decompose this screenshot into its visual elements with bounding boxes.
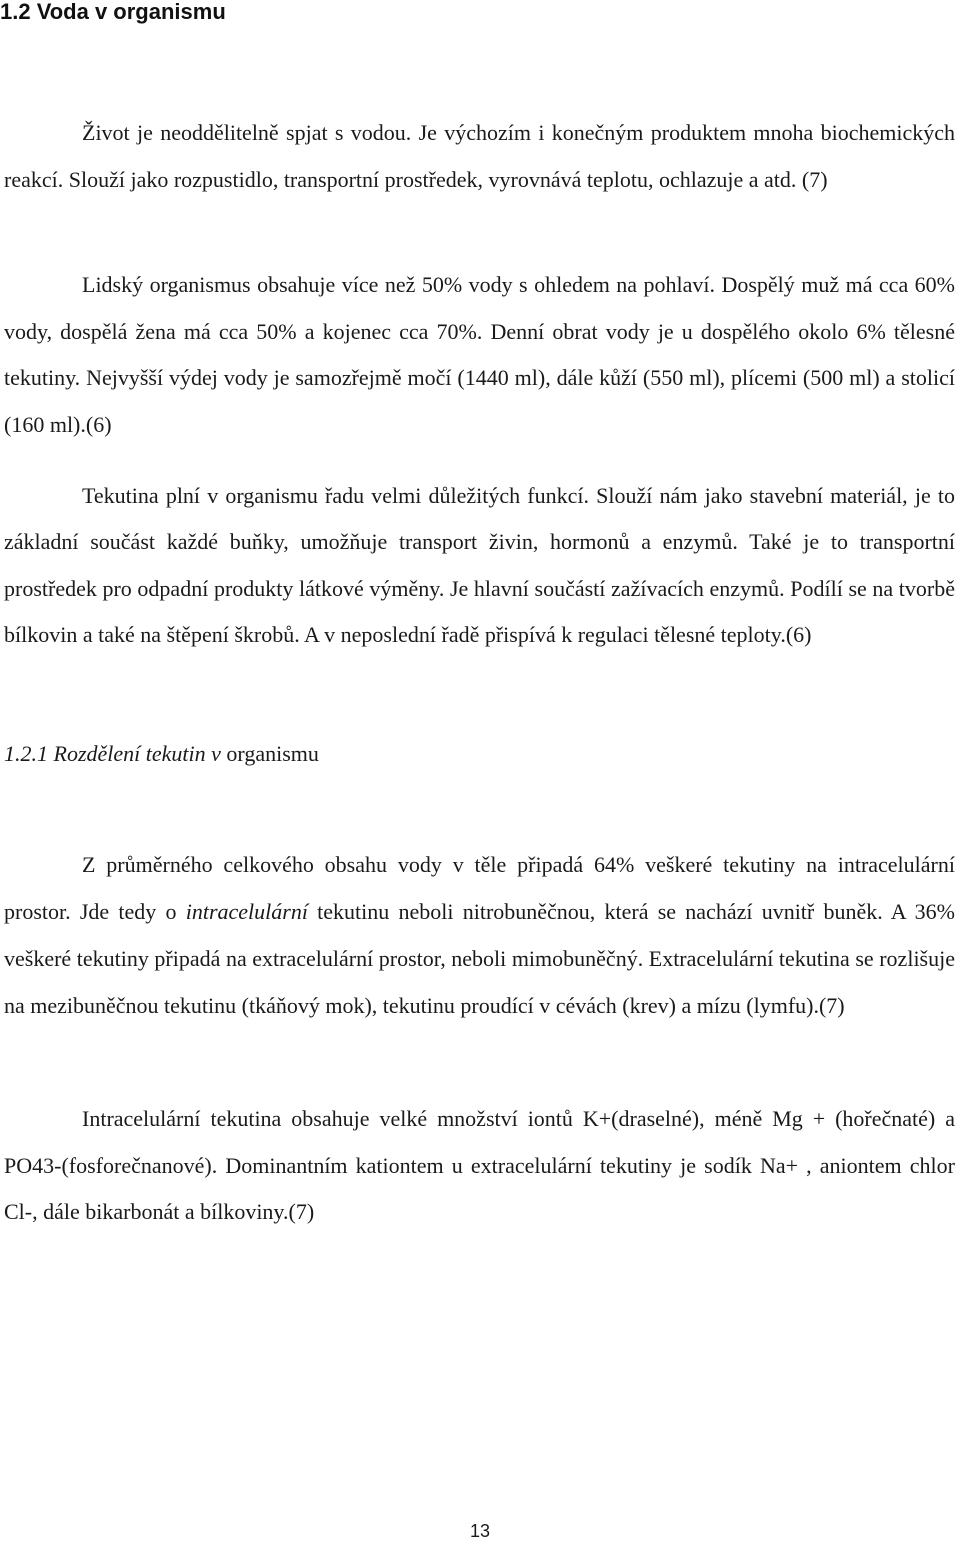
paragraph-body-water-content: Lidský organismus obsahuje více než 50% vody s ohledem na pohlaví. Dospělý muž má cca 60% vody, dospělá žena má cca 50% a kojenec cca 70%. Denní obrat vody je u dospělého okolo 6% tělesné tekutiny. Nejvyšší výdej vody je samozřejmě močí (1440 ml), dále kůží (550 ml), plícemi (500 ml) a stolicí (160 ml).(6): [4, 272, 955, 437]
subsection-heading-italic: 1.2.1 Rozdělení tekutin v: [4, 741, 227, 766]
page-number: 13: [469, 1521, 491, 1541]
paragraph-fluid-distribution-part1: Z průměrného celkového obsahu vody v těle připadá 64% veškeré tekutiny na intracelulární prostor. Jde tedy o: [4, 852, 955, 924]
paragraph-fluid-distribution: [4, 841, 955, 1029]
paragraph-fluid-distribution-part2: tekutinu neboli nitrobuněčnou, která se nachází uvnitř buněk. A 36% veškeré tekutiny připadá na extracelulární prostor, neboli mimobuněčný. Extracelulární tekutina se rozlišuje na mezibuněčnou tekutinu (tkáňový mok), tekutinu proudící v cévách (krev) a mízu (lymfu).(7): [4, 899, 955, 1018]
subsection-heading-regular: organismu: [226, 741, 319, 766]
section-heading: 1.2 Voda v organismu: [0, 0, 226, 24]
paragraph-ion-composition: Intracelulární tekutina obsahuje velké množství iontů K+(draselné), méně Mg + (hořečnaté) a PO43-(fosforečnanové). Dominantním kationtem u extracelulární tekutiny je sodík Na+ , aniontem chlor Cl-, dále bikarbonát a bílkoviny.(7): [4, 1106, 955, 1224]
paragraph-fluid-distribution-emphasis: intracelulární: [185, 899, 308, 924]
subsection-heading: [4, 734, 319, 774]
paragraph-fluid-functions: Tekutina plní v organismu řadu velmi důležitých funkcí. Slouží nám jako stavební materiál, je to základní součást každé buňky, umožňuje transport živin, hormonů a enzymů. Také je to transportní prostředek pro odpadní produkty látkové výměny. Je hlavní součástí zažívacích enzymů. Podílí se na tvorbě bílkovin a také na štěpení škrobů. A v neposlední řadě přispívá k regulaci tělesné teploty.(6): [4, 483, 955, 647]
paragraph-water-and-life: Život je neoddělitelně spjat s vodou. Je výchozím i konečným produktem mnoha biochemických reakcí. Slouží jako rozpustidlo, transportní prostředek, vyrovnává teplotu, ochlazuje a atd. (7): [4, 120, 955, 192]
